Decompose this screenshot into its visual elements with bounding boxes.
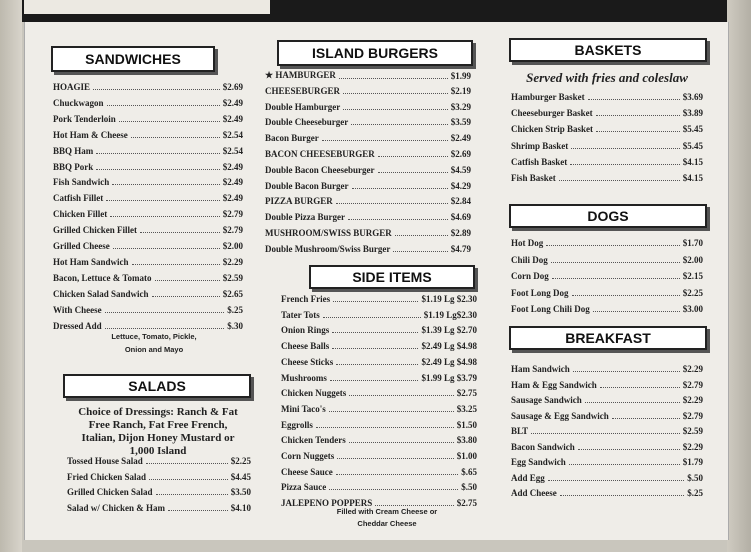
item-name: Ham & Egg Sandwich (511, 379, 597, 390)
item-name: With Cheese (53, 304, 102, 315)
poppers-filling-note (297, 506, 477, 530)
left-wall-edge (0, 0, 22, 552)
dot-leader (105, 328, 225, 329)
dogs-menu-item (511, 255, 703, 265)
breakfast-menu-item (511, 380, 703, 390)
dot-leader (336, 474, 459, 475)
item-name: Grilled Chicken Fillet (53, 225, 137, 236)
item-price: $1.19 Lg $2.30 (421, 294, 477, 304)
baskets-menu-item (511, 157, 703, 167)
item-name: Chicken Tenders (281, 435, 346, 446)
sandwiches-menu-item (53, 225, 243, 235)
sandwiches-menu-item (53, 241, 243, 251)
salads-menu-item (67, 503, 251, 513)
item-name: Onion Rings (281, 325, 330, 336)
sandwiches-menu-item (53, 209, 243, 219)
item-price: $2.65 (222, 288, 243, 299)
item-price: $2.69 (222, 82, 243, 92)
item-name: Bacon Sandwich (511, 441, 575, 452)
item-name: ★ HAMBURGER (265, 70, 336, 80)
baskets-header: BASKETS (509, 38, 707, 62)
item-price: $1.79 (682, 457, 703, 467)
item-price: $3.59 (450, 117, 471, 128)
item-price: $2.29 (222, 256, 243, 267)
dressing-line-3: Italian, Dijon Honey Mustard or (81, 432, 235, 444)
dot-leader (571, 148, 679, 149)
item-price: $4.15 (682, 156, 703, 167)
item-name: Catfish Basket (511, 156, 568, 167)
item-price: $4.29 (450, 180, 471, 191)
dot-leader (546, 245, 680, 246)
dot-leader (348, 219, 448, 220)
item-name: Cheese Sauce (281, 466, 333, 477)
sandwiches-note-line-1: Lettuce, Tomato, Pickle, (111, 332, 197, 341)
item-name: BLT (511, 426, 529, 436)
item-name: PIZZA BURGER (265, 196, 333, 207)
item-name: Cheese Sticks (281, 356, 334, 367)
sides-menu-item (281, 467, 477, 477)
dot-leader (112, 184, 219, 185)
item-name: Hamburger Basket (511, 92, 585, 102)
dot-leader (596, 131, 680, 132)
item-name: Sausage Sandwich (511, 395, 582, 405)
item-name: Foot Long Chili Dog (511, 304, 590, 314)
baskets-menu-item (511, 141, 703, 151)
item-price: $1.19 Lg$2.30 (423, 309, 477, 320)
dot-leader (552, 278, 680, 279)
item-name: Add Egg (511, 472, 545, 483)
salads-menu-item (67, 472, 251, 482)
item-price: $2.15 (682, 271, 703, 281)
item-price: $4.45 (230, 471, 251, 482)
item-price: $2.59 (682, 426, 703, 436)
item-price: $1.99 (450, 71, 471, 81)
item-name: Double Pizza Burger (265, 212, 345, 223)
sides-menu-item (281, 325, 477, 335)
sandwiches-menu-item (53, 193, 243, 203)
dot-leader (146, 463, 228, 464)
item-price: $2.84 (450, 196, 471, 207)
item-price: $2.79 (682, 410, 703, 421)
breakfast-menu-item (511, 457, 703, 467)
item-name: Cheeseburger Basket (511, 108, 593, 119)
item-price: $2.75 (456, 498, 477, 509)
dot-leader (349, 442, 454, 443)
item-price: $.50 (461, 482, 477, 493)
item-name: Tater Tots (281, 309, 320, 320)
item-price: $5.45 (682, 124, 703, 135)
sandwiches-menu-item (53, 257, 243, 267)
dot-leader (395, 235, 448, 236)
burgers-menu-item (265, 86, 471, 96)
item-name: Chili Dog (511, 254, 548, 265)
dot-leader (548, 480, 684, 481)
item-price: $4.69 (450, 212, 471, 223)
dogs-menu-item (511, 304, 703, 314)
dot-leader (140, 232, 220, 233)
item-name: Salad w/ Chicken & Ham (67, 502, 166, 513)
item-price: $1.50 (456, 419, 477, 430)
sides-menu-item (281, 357, 477, 367)
item-price: $1.99 Lg $3.79 (421, 372, 477, 383)
item-price: $2.25 (230, 456, 251, 466)
breakfast-menu-item (511, 426, 703, 436)
dot-leader (600, 387, 680, 388)
item-name: JALEPENO POPPERS (281, 498, 373, 509)
item-name: Ham Sandwich (511, 364, 570, 374)
baskets-menu-item (511, 92, 703, 102)
sandwiches-menu-item (53, 146, 243, 156)
dot-leader (156, 494, 228, 495)
sandwiches-header: SANDWICHES (51, 46, 215, 72)
sandwiches-menu-item (53, 321, 243, 331)
sandwiches-menu-item (53, 177, 243, 187)
item-price: $3.50 (230, 487, 251, 497)
sandwiches-menu-item (53, 273, 243, 283)
item-price: $2.79 (222, 225, 243, 236)
side-items-header: SIDE ITEMS (309, 265, 475, 289)
top-paper-scrap (24, 0, 270, 14)
item-name: Grilled Cheese (53, 241, 110, 251)
item-name: Chicken Salad Sandwich (53, 288, 149, 299)
item-name: Dressed Add (53, 320, 102, 331)
item-name: HOAGIE (53, 82, 91, 92)
sides-menu-item (281, 310, 477, 320)
baskets-menu-item (511, 124, 703, 134)
sides-menu-item (281, 482, 477, 492)
item-price: $2.49 (222, 177, 243, 188)
breakfast-menu-item (511, 395, 703, 405)
item-name: Fish Basket (511, 173, 556, 183)
burgers-menu-item (265, 244, 471, 254)
item-price: $2.29 (682, 364, 703, 374)
dot-leader (336, 203, 448, 204)
item-price: $1.70 (682, 238, 703, 248)
burgers-menu-item (265, 133, 471, 143)
item-price: $2.00 (682, 254, 703, 265)
item-name: Hot Ham Sandwich (53, 256, 129, 267)
dot-leader (573, 371, 680, 372)
dot-leader (113, 248, 220, 249)
sandwiches-menu-item (53, 130, 243, 140)
sides-menu-item (281, 341, 477, 351)
dressing-line-2: Free Ranch, Fat Free French, (88, 419, 228, 431)
poppers-note-line-1: Filled with Cream Cheese or (336, 507, 438, 516)
item-price: $5.45 (682, 140, 703, 151)
item-name: BBQ Ham (53, 145, 94, 156)
item-name: BACON CHEESEBURGER (265, 149, 375, 159)
burgers-menu-item (265, 228, 471, 238)
sides-menu-item (281, 388, 477, 398)
dogs-menu-item (511, 238, 703, 248)
sandwiches-note-line-2: Onion and Mayo (124, 345, 184, 354)
item-name: Bacon Burger (265, 133, 319, 144)
item-price: $2.49 (222, 161, 243, 172)
dot-leader (333, 301, 418, 302)
dot-leader (119, 121, 220, 122)
item-name: Shrimp Basket (511, 140, 569, 151)
sandwiches-dressed-note (69, 330, 239, 356)
item-price: $2.54 (222, 145, 243, 156)
baskets-menu-item (511, 173, 703, 183)
dot-leader (332, 348, 418, 349)
item-name: Double Hamburger (265, 101, 341, 112)
item-name: Chicken Nuggets (281, 388, 347, 399)
item-name: Eggrolls (281, 419, 313, 430)
dot-leader (106, 200, 220, 201)
dot-leader (572, 295, 680, 296)
dot-leader (349, 395, 453, 396)
item-name: Hot Dog (511, 238, 544, 248)
item-price: $2.59 (222, 272, 243, 283)
dot-leader (378, 172, 448, 173)
item-name: Hot Ham & Cheese (53, 129, 128, 140)
dot-leader (569, 464, 680, 465)
item-name: Egg Sandwich (511, 457, 566, 467)
salads-menu-item (67, 456, 251, 466)
breakfast-menu-item (511, 411, 703, 421)
item-price: $3.69 (682, 92, 703, 102)
dot-leader (352, 188, 448, 189)
sides-menu-item (281, 435, 477, 445)
breakfast-menu-item (511, 473, 703, 483)
menu-board (24, 22, 729, 540)
item-price: $2.49 (450, 133, 471, 144)
dot-leader (330, 380, 419, 381)
item-name: Double Cheeseburger (265, 117, 349, 128)
dot-leader (149, 479, 228, 480)
dot-leader (323, 317, 421, 318)
item-price: $3.89 (682, 108, 703, 119)
item-name: Foot Long Dog (511, 287, 569, 298)
dot-leader (337, 458, 454, 459)
dressing-line-1: Choice of Dressings: Ranch & Fat (78, 406, 238, 418)
item-price: $.30 (227, 320, 243, 331)
item-name: Double Mushroom/Swiss Burger (265, 243, 391, 254)
item-price: $.65 (461, 466, 477, 477)
item-price: $2.49 (222, 193, 243, 204)
item-price: $2.49 (222, 113, 243, 124)
salads-dressing-text (65, 406, 251, 458)
item-name: Chicken Fillet (53, 209, 108, 220)
dot-leader (132, 264, 220, 265)
item-name: Mini Taco's (281, 403, 326, 414)
item-name: Chicken Strip Basket (511, 124, 594, 135)
item-name: Cheese Balls (281, 341, 330, 352)
island-burgers-header: ISLAND BURGERS (277, 40, 473, 66)
dot-leader (593, 311, 680, 312)
dot-leader (343, 109, 448, 110)
dot-leader (612, 418, 680, 419)
right-wall-edge (727, 0, 751, 552)
dot-leader (578, 449, 680, 450)
breakfast-menu-item (511, 364, 703, 374)
dot-leader (316, 427, 454, 428)
dot-leader (96, 169, 219, 170)
dot-leader (131, 137, 220, 138)
item-price: $4.15 (682, 173, 703, 183)
breakfast-header: BREAKFAST (509, 326, 707, 350)
sides-menu-item (281, 294, 477, 304)
burgers-menu-item (265, 70, 471, 81)
dot-leader (155, 280, 220, 281)
item-price: $2.54 (222, 129, 243, 140)
baskets-menu-item (511, 108, 703, 118)
item-price: $1.00 (456, 451, 477, 461)
item-price: $.25 (227, 304, 243, 315)
item-name: French Fries (281, 294, 331, 304)
sandwiches-menu-item (53, 114, 243, 124)
sides-menu-item (281, 404, 477, 414)
burgers-menu-item (265, 117, 471, 127)
dot-leader (531, 433, 680, 434)
item-name: Corn Dog (511, 271, 549, 281)
item-price: $2.79 (222, 209, 243, 220)
item-name: Grilled Chicken Salad (67, 487, 153, 497)
dot-leader (93, 89, 220, 90)
item-price: $4.10 (230, 502, 251, 513)
item-name: Tossed House Salad (67, 456, 143, 466)
burgers-menu-item (265, 165, 471, 175)
dot-leader (393, 251, 447, 252)
dot-leader (110, 216, 220, 217)
dot-leader (560, 495, 684, 496)
sandwiches-menu-item (53, 305, 243, 315)
item-name: BBQ Pork (53, 161, 94, 172)
item-price: $2.49 (222, 97, 243, 108)
sandwiches-menu-item (53, 98, 243, 108)
breakfast-menu-item (511, 488, 703, 498)
dot-leader (585, 402, 680, 403)
sides-menu-item (281, 451, 477, 461)
item-price: $3.00 (682, 304, 703, 314)
dot-leader (378, 156, 448, 157)
item-name: Corn Nuggets (281, 451, 335, 461)
dot-leader (329, 411, 454, 412)
burgers-menu-item (265, 196, 471, 206)
item-price: $2.29 (682, 395, 703, 405)
dogs-header: DOGS (509, 204, 707, 228)
item-price: $3.25 (456, 403, 477, 414)
item-price: $1.39 Lg $2.70 (421, 325, 477, 336)
item-price: $4.79 (450, 243, 471, 254)
item-price: $2.89 (450, 228, 471, 238)
item-price: $2.49 Lg $4.98 (421, 356, 477, 367)
item-name: Chuckwagon (53, 97, 104, 108)
dogs-menu-item (511, 271, 703, 281)
item-name: Mushrooms (281, 372, 327, 383)
dot-leader (588, 99, 680, 100)
item-name: CHEESEBURGER (265, 85, 341, 96)
item-name: Pizza Sauce (281, 482, 327, 493)
item-price: $4.59 (450, 164, 471, 175)
item-price: $2.19 (450, 85, 471, 96)
item-name: Fried Chicken Salad (67, 471, 147, 482)
dot-leader (570, 164, 679, 165)
item-name: Bacon, Lettuce & Tomato (53, 272, 152, 283)
item-price: $2.49 Lg $4.98 (421, 341, 477, 352)
salads-menu-item (67, 487, 251, 497)
burgers-menu-item (265, 212, 471, 222)
dot-leader (168, 510, 228, 511)
dot-leader (559, 180, 680, 181)
item-price: $2.25 (682, 287, 703, 298)
item-price: $.50 (687, 472, 703, 483)
sides-menu-item (281, 420, 477, 430)
burgers-menu-item (265, 181, 471, 191)
breakfast-menu-item (511, 442, 703, 452)
item-price: $2.75 (456, 388, 477, 399)
sandwiches-menu-item (53, 162, 243, 172)
item-price: $3.29 (450, 101, 471, 112)
dressing-line-4: 1,000 Island (129, 445, 187, 457)
burgers-menu-item (265, 102, 471, 112)
dot-leader (336, 364, 418, 365)
item-name: Double Bacon Burger (265, 180, 349, 191)
item-price: $2.29 (682, 441, 703, 452)
poppers-note-line-2: Cheddar Cheese (357, 519, 417, 528)
item-name: Double Bacon Cheeseburger (265, 164, 375, 175)
dot-leader (96, 153, 219, 154)
item-price: $3.80 (456, 435, 477, 446)
dot-leader (339, 78, 448, 79)
dot-leader (596, 115, 680, 116)
dot-leader (322, 140, 448, 141)
dot-leader (329, 489, 458, 490)
item-name: Catfish Fillet (53, 193, 104, 204)
dot-leader (351, 124, 448, 125)
burgers-menu-item (265, 149, 471, 159)
item-name: Add Cheese (511, 488, 557, 498)
item-price: $2.69 (450, 149, 471, 159)
item-price: $.25 (687, 488, 703, 498)
dot-leader (105, 312, 225, 313)
item-price: $2.00 (222, 241, 243, 251)
dot-leader (152, 296, 220, 297)
baskets-subtitle: Served with fries and coleslaw (526, 70, 688, 85)
item-name: MUSHROOM/SWISS BURGER (265, 228, 392, 238)
sides-menu-item (281, 373, 477, 383)
item-name: Fish Sandwich (53, 177, 110, 188)
dot-leader (343, 93, 448, 94)
dogs-menu-item (511, 288, 703, 298)
item-name: Sausage & Egg Sandwich (511, 410, 609, 421)
dot-leader (107, 105, 220, 106)
sandwiches-menu-item (53, 82, 243, 92)
salads-header: SALADS (63, 374, 251, 398)
item-price: $2.79 (682, 379, 703, 390)
dot-leader (551, 262, 680, 263)
sandwiches-menu-item (53, 289, 243, 299)
item-name: Pork Tenderloin (53, 113, 116, 124)
dot-leader (332, 332, 418, 333)
